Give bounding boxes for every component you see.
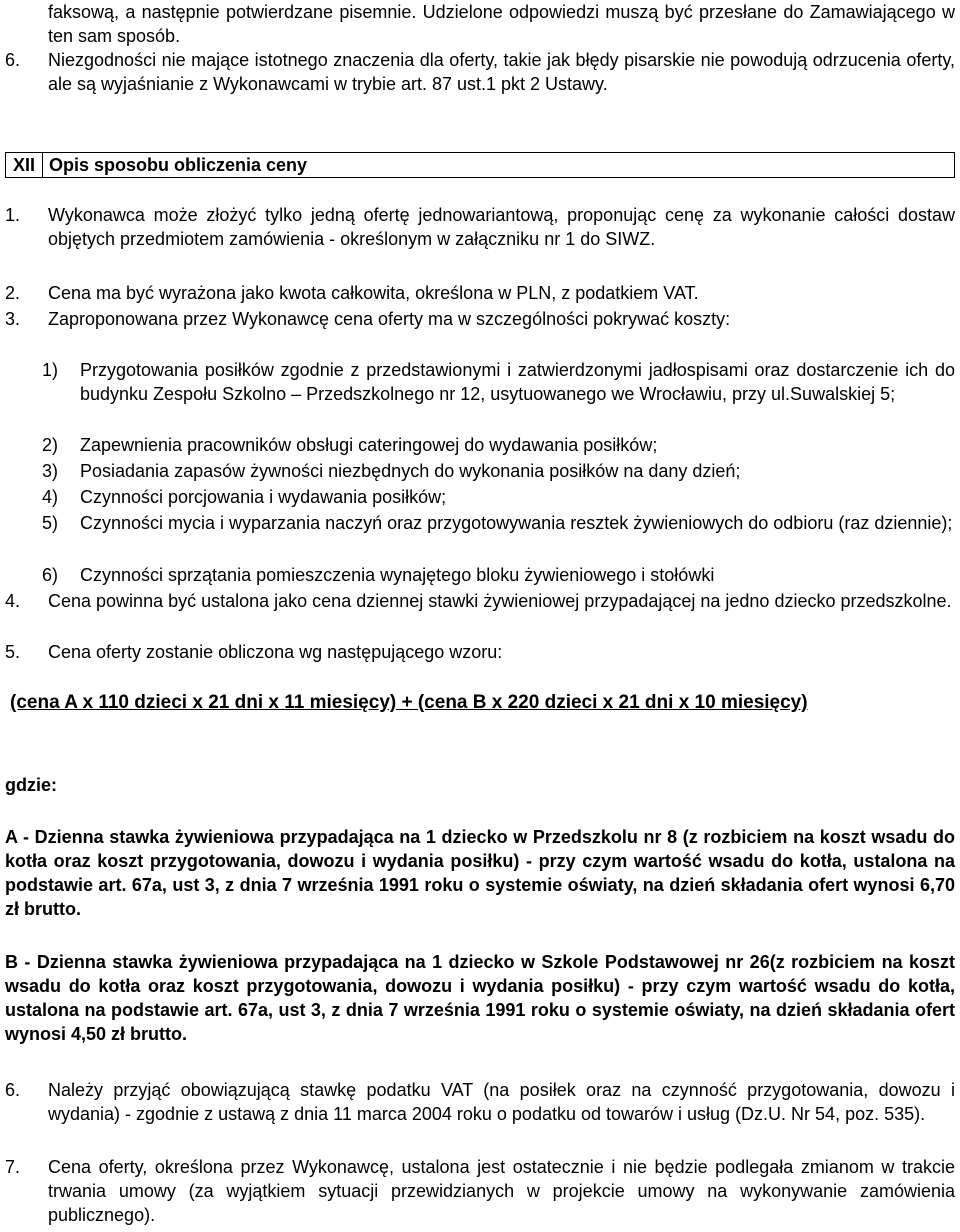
list-number: 3. [5, 309, 21, 329]
intro-paragraph [5, 0, 955, 48]
list-number: 7. [5, 1157, 21, 1177]
sub-list-text: Czynności porcjowania i wydawania posiłków; [80, 487, 447, 507]
list-item [5, 48, 955, 96]
list-text: Cena powinna być ustalona jako cena dziennej stawki żywieniowej przypadającej na jedno dziecko przedszkolne. [48, 591, 952, 611]
sub-list-text: Przygotowania posiłków zgodnie z przedstawionymi i zatwierdzonymi jadłospisami oraz dostarczenie ich do budynku Zespołu Szkolno – Przedszkolnego nr 12, usytuowanego we Wrocławiu, przy ul.Suwalskiej 5; [80, 360, 955, 404]
list-text: Cena oferty, określona przez Wykonawcę, ustalona jest ostatecznie i nie będzie podlegała zmianom w trakcie trwania umowy (za wyjątkiem sytuacji przewidzianych w projekcie umowy na wykonywanie zamówienia publicznego). [48, 1157, 955, 1225]
list-text: Wykonawca może złożyć tylko jedną ofertę jednowariantową, proponując cenę za wykonanie całości dostaw objętych przedmiotem zamówienia - określonym w załączniku nr 1 do SIWZ. [48, 205, 955, 249]
sub-list-item [5, 433, 955, 457]
list-text: Niezgodności nie mające istotnego znaczenia dla oferty, takie jak błędy pisarskie nie powodują odrzucenia oferty, ale są wyjaśnianie z Wykonawcami w trybie art. 87 ust.1 pkt 2 Ustawy. [48, 50, 955, 94]
section-number: XII [6, 153, 43, 177]
definition-b: B - Dzienna stawka żywieniowa przypadająca na 1 dziecko w Szkole Podstawowej nr 26(z rozbiciem na koszt wsadu do kotła oraz koszt przygotowania, dowozu i wydania posiłku) - przy czym wartość wsadu do kotła, ustalona na podstawie art. 67a, ust 3, z dnia 7 września 1991 roku o systemie oświaty, na dzień składania ofert wynosi 4,50 zł brutto. [5, 952, 955, 1044]
sub-list-number: 2) [42, 435, 59, 455]
sub-list-item [5, 511, 955, 535]
sub-list-text: Czynności sprzątania pomieszczenia wynajętego bloku żywieniowego i stołówki [80, 565, 715, 585]
price-formula: (cena A x 110 dzieci x 21 dni x 11 miesięcy) + (cena B x 220 dzieci x 21 dni x 10 miesięcy) [10, 692, 808, 713]
sub-list-item [5, 563, 955, 587]
gdzie-label: gdzie: [5, 775, 57, 795]
sub-list-text: Zapewnienia pracowników obsługi cateringowej do wydawania posiłków; [80, 435, 658, 455]
list-text: Należy przyjąć obowiązującą stawkę podatku VAT (na posiłek oraz na czynność przygotowania, dowozu i wydania) - zgodnie z ustawą z dnia 11 marca 2004 roku o podatku od towarów i usług (Dz.U. Nr 54, poz. 535). [48, 1080, 955, 1124]
sub-list-number: 3) [42, 461, 59, 481]
list-number: 2. [5, 283, 21, 303]
sub-list-text: Posiadania zapasów żywności niezbędnych do wykonania posiłków na dany dzień; [80, 461, 741, 481]
list-number: 1. [5, 205, 21, 225]
list-item [5, 589, 955, 613]
list-item [5, 1155, 955, 1227]
list-number: 6. [5, 1080, 21, 1100]
sub-list-number: 4) [42, 487, 59, 507]
sub-list-number: 6) [42, 565, 59, 585]
list-number: 4. [5, 591, 21, 611]
sub-list-item [5, 459, 955, 483]
section-title: Opis sposobu obliczenia ceny [49, 155, 308, 175]
list-text: Cena oferty zostanie obliczona wg następującego wzoru: [48, 642, 503, 662]
list-text: Cena ma być wyrażona jako kwota całkowita, określona w PLN, z podatkiem VAT. [48, 283, 699, 303]
list-number: 6. [5, 50, 21, 70]
list-text: Zaproponowana przez Wykonawcę cena oferty ma w szczególności pokrywać koszty: [48, 309, 731, 329]
section-heading [5, 152, 955, 178]
sub-list-number: 5) [42, 513, 59, 533]
list-item [5, 1078, 955, 1126]
list-number: 5. [5, 642, 21, 662]
sub-list-item [5, 485, 955, 509]
list-item [5, 281, 955, 305]
definition-a: A - Dzienna stawka żywieniowa przypadająca na 1 dziecko w Przedszkolu nr 8 (z rozbiciem na koszt wsadu do kotła oraz koszt przygotowania, dowozu i wydania posiłku) - przy czym wartość wsadu do kotła, ustalona na podstawie art. 67a, ust 3, z dnia 7 września 1991 roku o systemie oświaty, na dzień składania ofert wynosi 6,70 zł brutto. [5, 827, 955, 919]
sub-list-number: 1) [42, 360, 59, 380]
sub-list-item [5, 358, 955, 406]
list-item [5, 640, 955, 664]
intro-text: faksową, a następnie potwierdzane pisemnie. Udzielone odpowiedzi muszą być przesłane do Zamawiającego w ten sam sposób. [48, 2, 955, 46]
sub-list-text: Czynności mycia i wyparzania naczyń oraz przygotowywania resztek żywieniowych do odbioru (raz dziennie); [80, 513, 953, 533]
list-item [5, 307, 955, 331]
list-item [5, 203, 955, 251]
